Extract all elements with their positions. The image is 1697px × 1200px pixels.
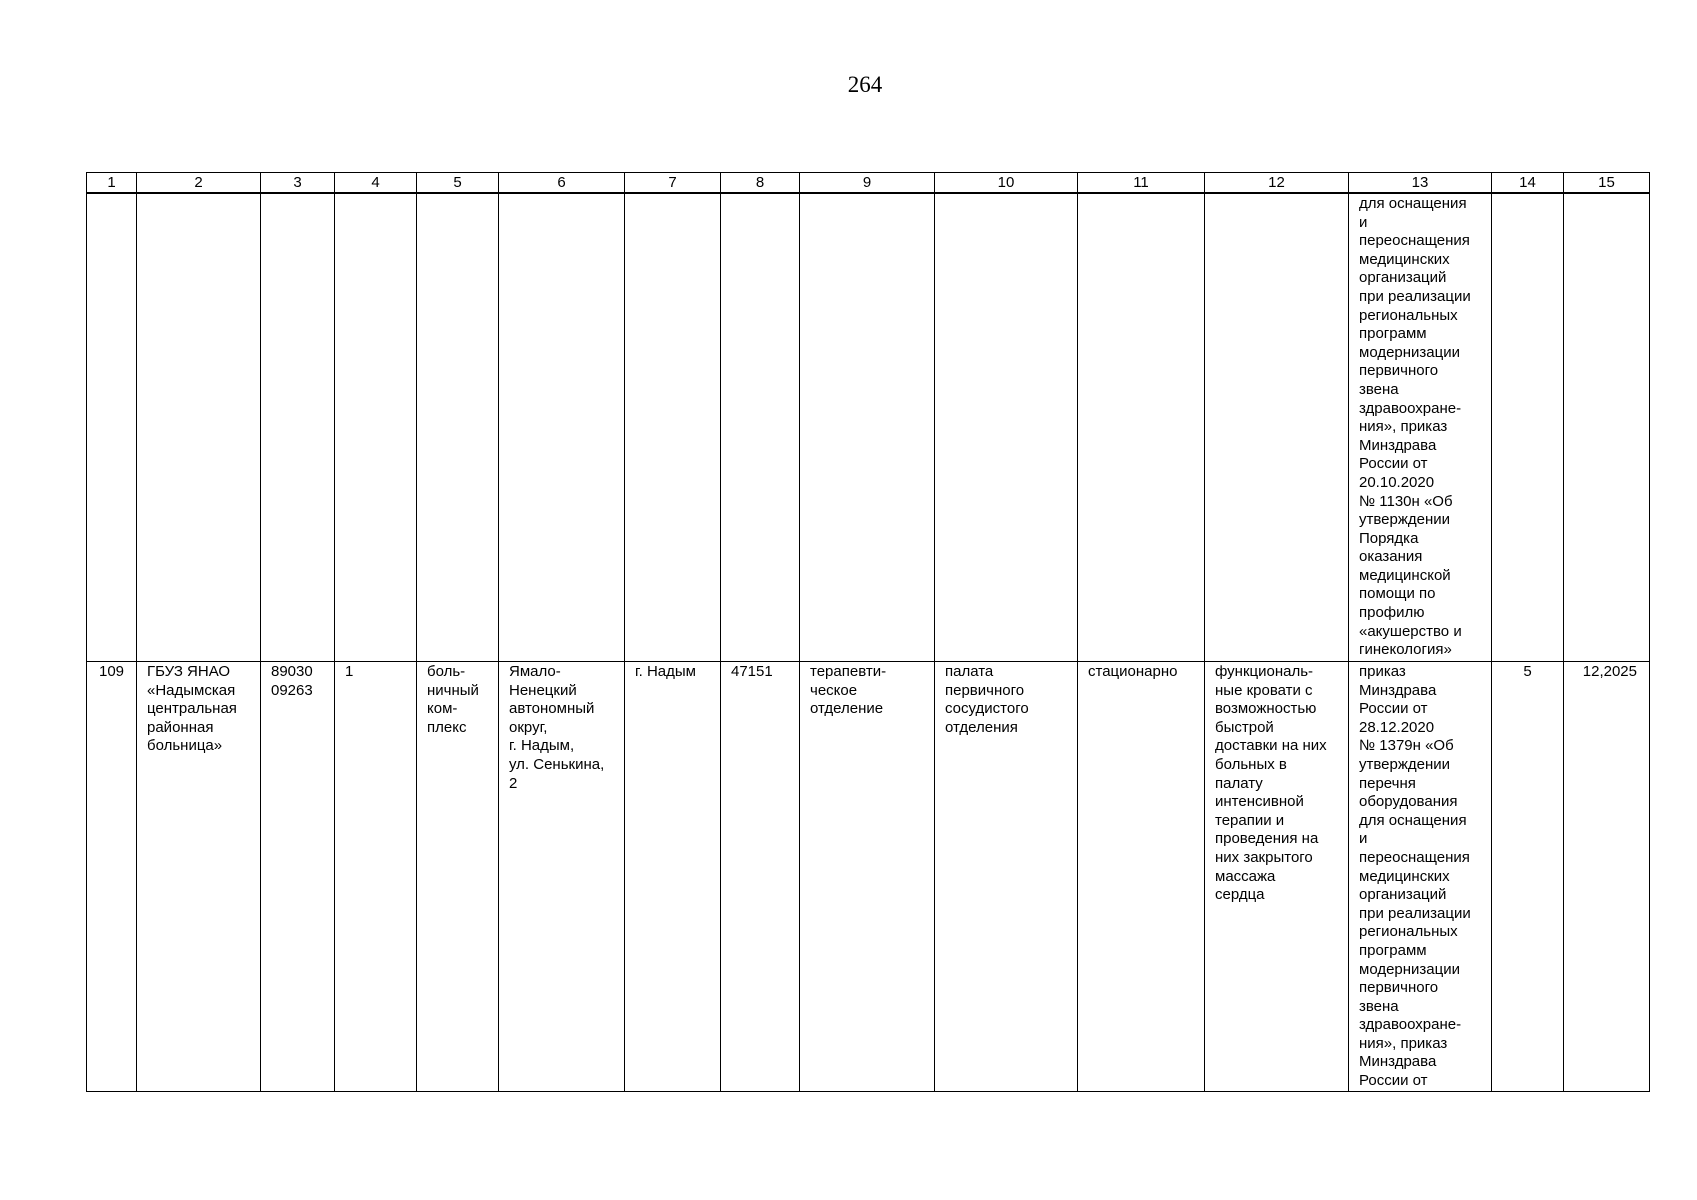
table-cell <box>417 193 499 662</box>
row-number-cell <box>87 662 137 1092</box>
table-cell <box>1492 193 1564 662</box>
table-cell <box>261 193 335 662</box>
table-cell <box>800 193 935 662</box>
inn-cell <box>261 662 335 1092</box>
cell-text <box>625 194 720 195</box>
regulation: приказ Минздрава России от 28.12.2020 № 1379н «Об утверждении перечня оборудования для оснащения и переоснащения медицинских организаций при реализации региональных программ модернизации первичного звена здравоохране- ния», приказ Минздрава России от <box>1359 663 1471 1090</box>
column-header: 13 <box>1349 173 1492 194</box>
cell-text <box>800 194 934 195</box>
table-row-continuation <box>87 193 1650 662</box>
organization-name: ГБУЗ ЯНАО «Надымская центральная районная больница» <box>147 663 237 755</box>
count-value: 1 <box>345 663 354 680</box>
regulation-cell <box>1349 662 1492 1092</box>
cell-text <box>1492 194 1563 195</box>
care-mode: стационарно <box>1088 663 1178 680</box>
column-header: 8 <box>721 173 800 194</box>
column-header: 11 <box>1078 173 1205 194</box>
cell-text <box>137 194 260 195</box>
address: Ямало- Ненецкий автономный округ, г. Надым, ул. Сенькина, 2 <box>509 663 605 792</box>
table-cell <box>1078 193 1205 662</box>
column-header: 3 <box>261 173 335 194</box>
column-header: 1 <box>87 173 137 194</box>
table-header-row <box>87 173 1650 194</box>
cell-text <box>935 194 1077 195</box>
cell-text: для оснащения и переоснащения медицинских организаций при реализации региональных программ модернизации первичного звена здравоохране- ния», приказ Минздрава России от 20.10.2020 № 1130н «Об утверждении Порядка оказания медицинской помощи по профилю «акушерство и гинекология» <box>1359 195 1471 659</box>
column-header: 5 <box>417 173 499 194</box>
table-cell <box>1349 193 1492 662</box>
address-cell <box>499 662 625 1092</box>
column-header: 12 <box>1205 173 1349 194</box>
cell-text <box>1078 194 1204 195</box>
column-header: 6 <box>499 173 625 194</box>
column-header: 7 <box>625 173 721 194</box>
quantity-cell <box>1492 662 1564 1092</box>
unit-cell <box>935 662 1078 1092</box>
table-row-109 <box>87 662 1650 1092</box>
cell-text <box>417 194 498 195</box>
deadline: 12,2025 <box>1582 663 1637 680</box>
table-cell <box>1564 193 1650 662</box>
facility-type-cell <box>417 662 499 1092</box>
table-cell <box>721 193 800 662</box>
oktmo-code: 47151 <box>731 663 773 680</box>
column-header: 15 <box>1564 173 1650 194</box>
column-header: 10 <box>935 173 1078 194</box>
equipment-cell <box>1205 662 1349 1092</box>
table-cell <box>935 193 1078 662</box>
data-table <box>86 172 1650 1092</box>
oktmo-cell <box>721 662 800 1092</box>
cell-text <box>721 194 799 195</box>
cell-text <box>1564 194 1649 195</box>
page-number: 264 <box>847 72 883 97</box>
unit: палата первичного сосудистого отделения <box>945 663 1029 736</box>
cell-text <box>335 194 416 195</box>
department-cell <box>800 662 935 1092</box>
column-header: 14 <box>1492 173 1564 194</box>
quantity: 5 <box>1523 663 1532 680</box>
city-cell <box>625 662 721 1092</box>
inn-code: 89030 09263 <box>271 663 313 699</box>
cell-text <box>499 194 624 195</box>
row-number: 109 <box>98 663 125 680</box>
organization-cell <box>137 662 261 1092</box>
care-mode-cell <box>1078 662 1205 1092</box>
facility-type: боль- ничный ком- плекс <box>427 663 479 736</box>
table-cell <box>1205 193 1349 662</box>
table-cell <box>499 193 625 662</box>
cell-text <box>261 194 334 195</box>
table-cell <box>335 193 417 662</box>
table-cell <box>625 193 721 662</box>
deadline-cell <box>1564 662 1650 1092</box>
table-cell <box>137 193 261 662</box>
count-cell <box>335 662 417 1092</box>
column-header: 9 <box>800 173 935 194</box>
city: г. Надым <box>635 663 696 680</box>
column-header: 2 <box>137 173 261 194</box>
cell-text <box>1205 194 1348 195</box>
column-header: 4 <box>335 173 417 194</box>
department: терапевти- ческое отделение <box>810 663 887 718</box>
equipment: функциональ- ные кровати с возможностью быстрой доставки на них больных в палату интенсивной терапии и проведения на них закрытого массажа сердца <box>1215 663 1327 904</box>
table-cell <box>87 193 137 662</box>
cell-text <box>87 194 136 195</box>
